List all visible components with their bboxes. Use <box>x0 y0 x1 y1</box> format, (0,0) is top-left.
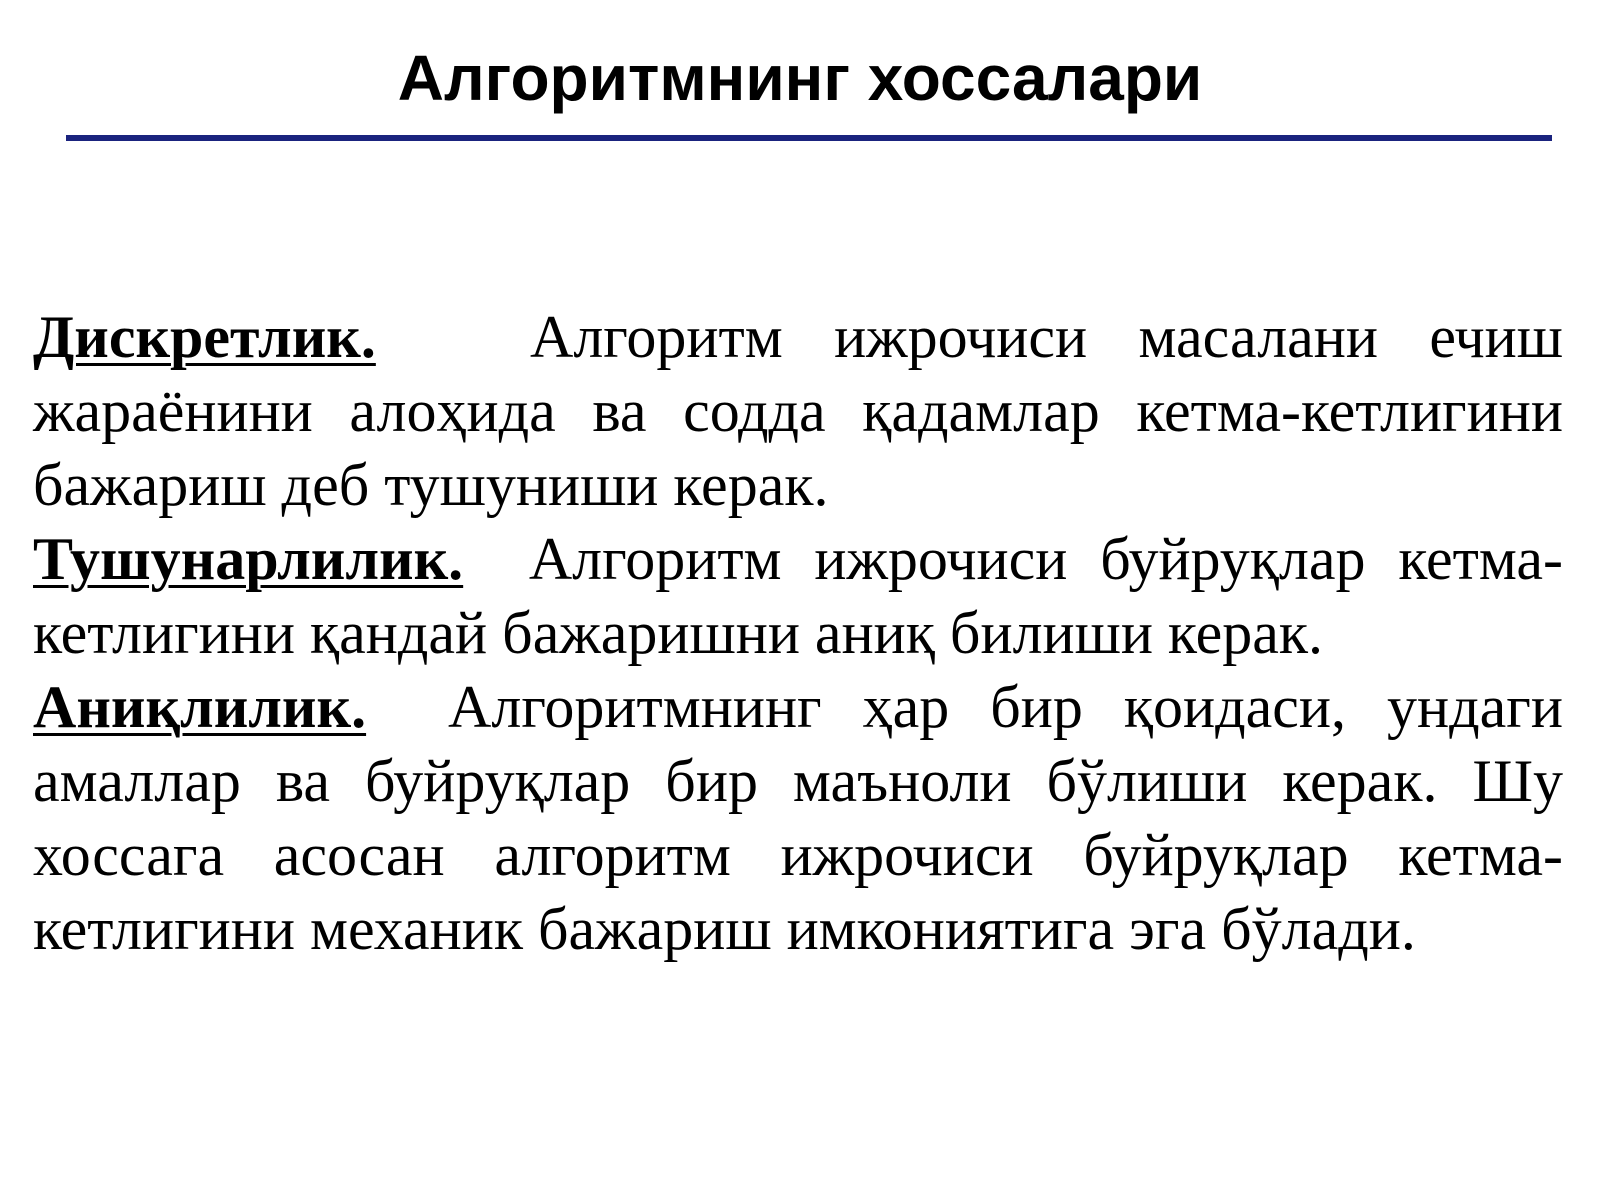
property-clarity <box>33 522 1563 670</box>
property-description: Алгоритм ижрочиси масалани ечиш жараёнини алоҳида ва содда қадамлар кетма-кетлигини бажариш деб тушуниши керак. <box>33 304 1563 518</box>
property-term: Тушунарлилик. <box>33 526 464 592</box>
property-description: Алгоритмнинг ҳар бир қоидаси, ундаги амаллар ва буйруқлар бир маъноли бўлиши керак. Шу хоссага асосан алгоритм ижрочиси буйруқлар кетма-кетлигини механик бажариш имкониятига эга бўлади. <box>33 674 1563 962</box>
property-discreteness <box>33 300 1563 522</box>
property-term: Дискретлик. <box>33 304 376 370</box>
property-term: Аниқлилик. <box>33 674 367 740</box>
property-definiteness <box>33 670 1563 966</box>
slide-title: Алгоритмнинг хоссалари <box>397 42 1203 114</box>
property-description: Алгоритм ижрочиси буйруқлар кетма-кетлигини қандай бажаришни аниқ билиши керак. <box>33 526 1563 666</box>
title-underline-divider <box>66 135 1552 141</box>
slide-body <box>33 300 1563 966</box>
